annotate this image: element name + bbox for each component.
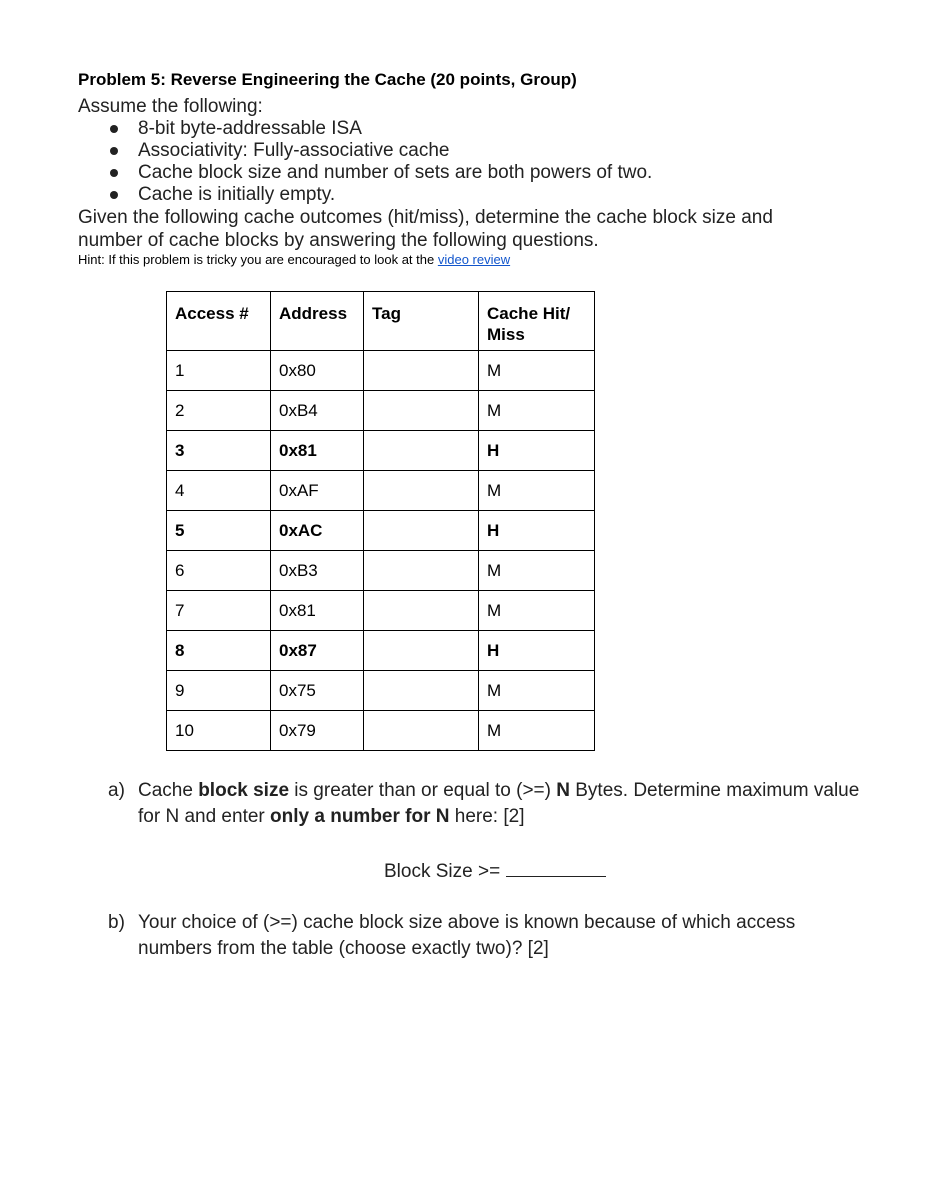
table-row: [167, 551, 595, 591]
bullet-icon: [110, 169, 118, 177]
question-b-text: Your choice of (>=) cache block size above is known because of which access numbers from the table (choose exactly two)? [2]: [138, 912, 796, 959]
instructions-text: Given the following cache outcomes (hit/miss), determine the cache block size and number of cache blocks by answering the following questions.: [78, 207, 773, 251]
cell-access: 2: [167, 391, 271, 431]
cell-result: M: [479, 711, 595, 751]
table-row: [167, 351, 595, 391]
bullet-icon: [110, 191, 118, 199]
list-item: Cache is initially empty.: [108, 184, 652, 206]
cell-access: 5: [167, 511, 271, 551]
bullet-icon: [110, 147, 118, 155]
cell-access: 1: [167, 351, 271, 391]
cache-access-table: [166, 291, 595, 751]
table-row: [167, 471, 595, 511]
cell-result: M: [479, 471, 595, 511]
list-item: Cache block size and number of sets are both powers of two.: [108, 162, 652, 184]
cell-result: H: [479, 431, 595, 471]
assumptions-list: [108, 118, 652, 206]
cell-access: 4: [167, 471, 271, 511]
cell-result: M: [479, 391, 595, 431]
cell-result: H: [479, 511, 595, 551]
cell-access: 6: [167, 551, 271, 591]
table-header-row: [167, 292, 595, 351]
cell-address: 0x79: [271, 711, 364, 751]
cell-result: M: [479, 351, 595, 391]
table-row: [167, 591, 595, 631]
column-header-tag: Tag: [364, 292, 479, 351]
cell-address: 0x81: [271, 431, 364, 471]
cell-address: 0xB4: [271, 391, 364, 431]
problem-title: Problem 5: Reverse Engineering the Cache (20 points, Group): [78, 70, 577, 89]
cell-result: M: [479, 591, 595, 631]
table-row: [167, 711, 595, 751]
hint-text: Hint: If this problem is tricky you are encouraged to look at the video review: [78, 252, 511, 267]
cell-address: 0x81: [271, 591, 364, 631]
cell-access: 8: [167, 631, 271, 671]
cell-tag[interactable]: [364, 391, 479, 431]
question-a: [108, 778, 868, 830]
cell-access: 9: [167, 671, 271, 711]
question-a-label: a): [108, 780, 125, 801]
intro-text: Assume the following:: [78, 96, 263, 117]
cell-result: M: [479, 551, 595, 591]
bullet-icon: [110, 125, 118, 133]
block-size-answer: [384, 858, 606, 883]
cell-address: 0x87: [271, 631, 364, 671]
cell-access: 10: [167, 711, 271, 751]
cell-access: 3: [167, 431, 271, 471]
cell-tag[interactable]: [364, 351, 479, 391]
list-item: Associativity: Fully-associative cache: [108, 140, 652, 162]
cell-address: 0x80: [271, 351, 364, 391]
question-b: [108, 910, 868, 962]
table-row: [167, 511, 595, 551]
block-size-label: Block Size >=: [384, 861, 501, 882]
cell-access: 7: [167, 591, 271, 631]
cell-tag[interactable]: [364, 671, 479, 711]
cell-tag[interactable]: [364, 471, 479, 511]
video-review-link[interactable]: video review: [437, 252, 511, 267]
cell-tag[interactable]: [364, 431, 479, 471]
cell-tag[interactable]: [364, 631, 479, 671]
block-size-blank[interactable]: [506, 858, 606, 877]
column-header-address: Address: [271, 292, 364, 351]
cell-address: 0x75: [271, 671, 364, 711]
list-item: 8-bit byte-addressable ISA: [108, 118, 652, 140]
table-row: [167, 431, 595, 471]
cell-address: 0xAF: [271, 471, 364, 511]
column-header-hit-miss: Cache Hit/ Miss: [479, 292, 595, 351]
cell-tag[interactable]: [364, 511, 479, 551]
cell-tag[interactable]: [364, 591, 479, 631]
column-header-access: Access #: [167, 292, 271, 351]
table-row: [167, 631, 595, 671]
question-a-text: Cache block size is greater than or equal to (>=) N Bytes. Determine maximum value for N and enter only a number for N here: [2]: [138, 780, 860, 827]
cell-result: H: [479, 631, 595, 671]
cell-address: 0xB3: [271, 551, 364, 591]
table-row: [167, 391, 595, 431]
question-b-label: b): [108, 912, 125, 933]
table-row: [167, 671, 595, 711]
cell-result: M: [479, 671, 595, 711]
cell-tag[interactable]: [364, 551, 479, 591]
cell-address: 0xAC: [271, 511, 364, 551]
cell-tag[interactable]: [364, 711, 479, 751]
